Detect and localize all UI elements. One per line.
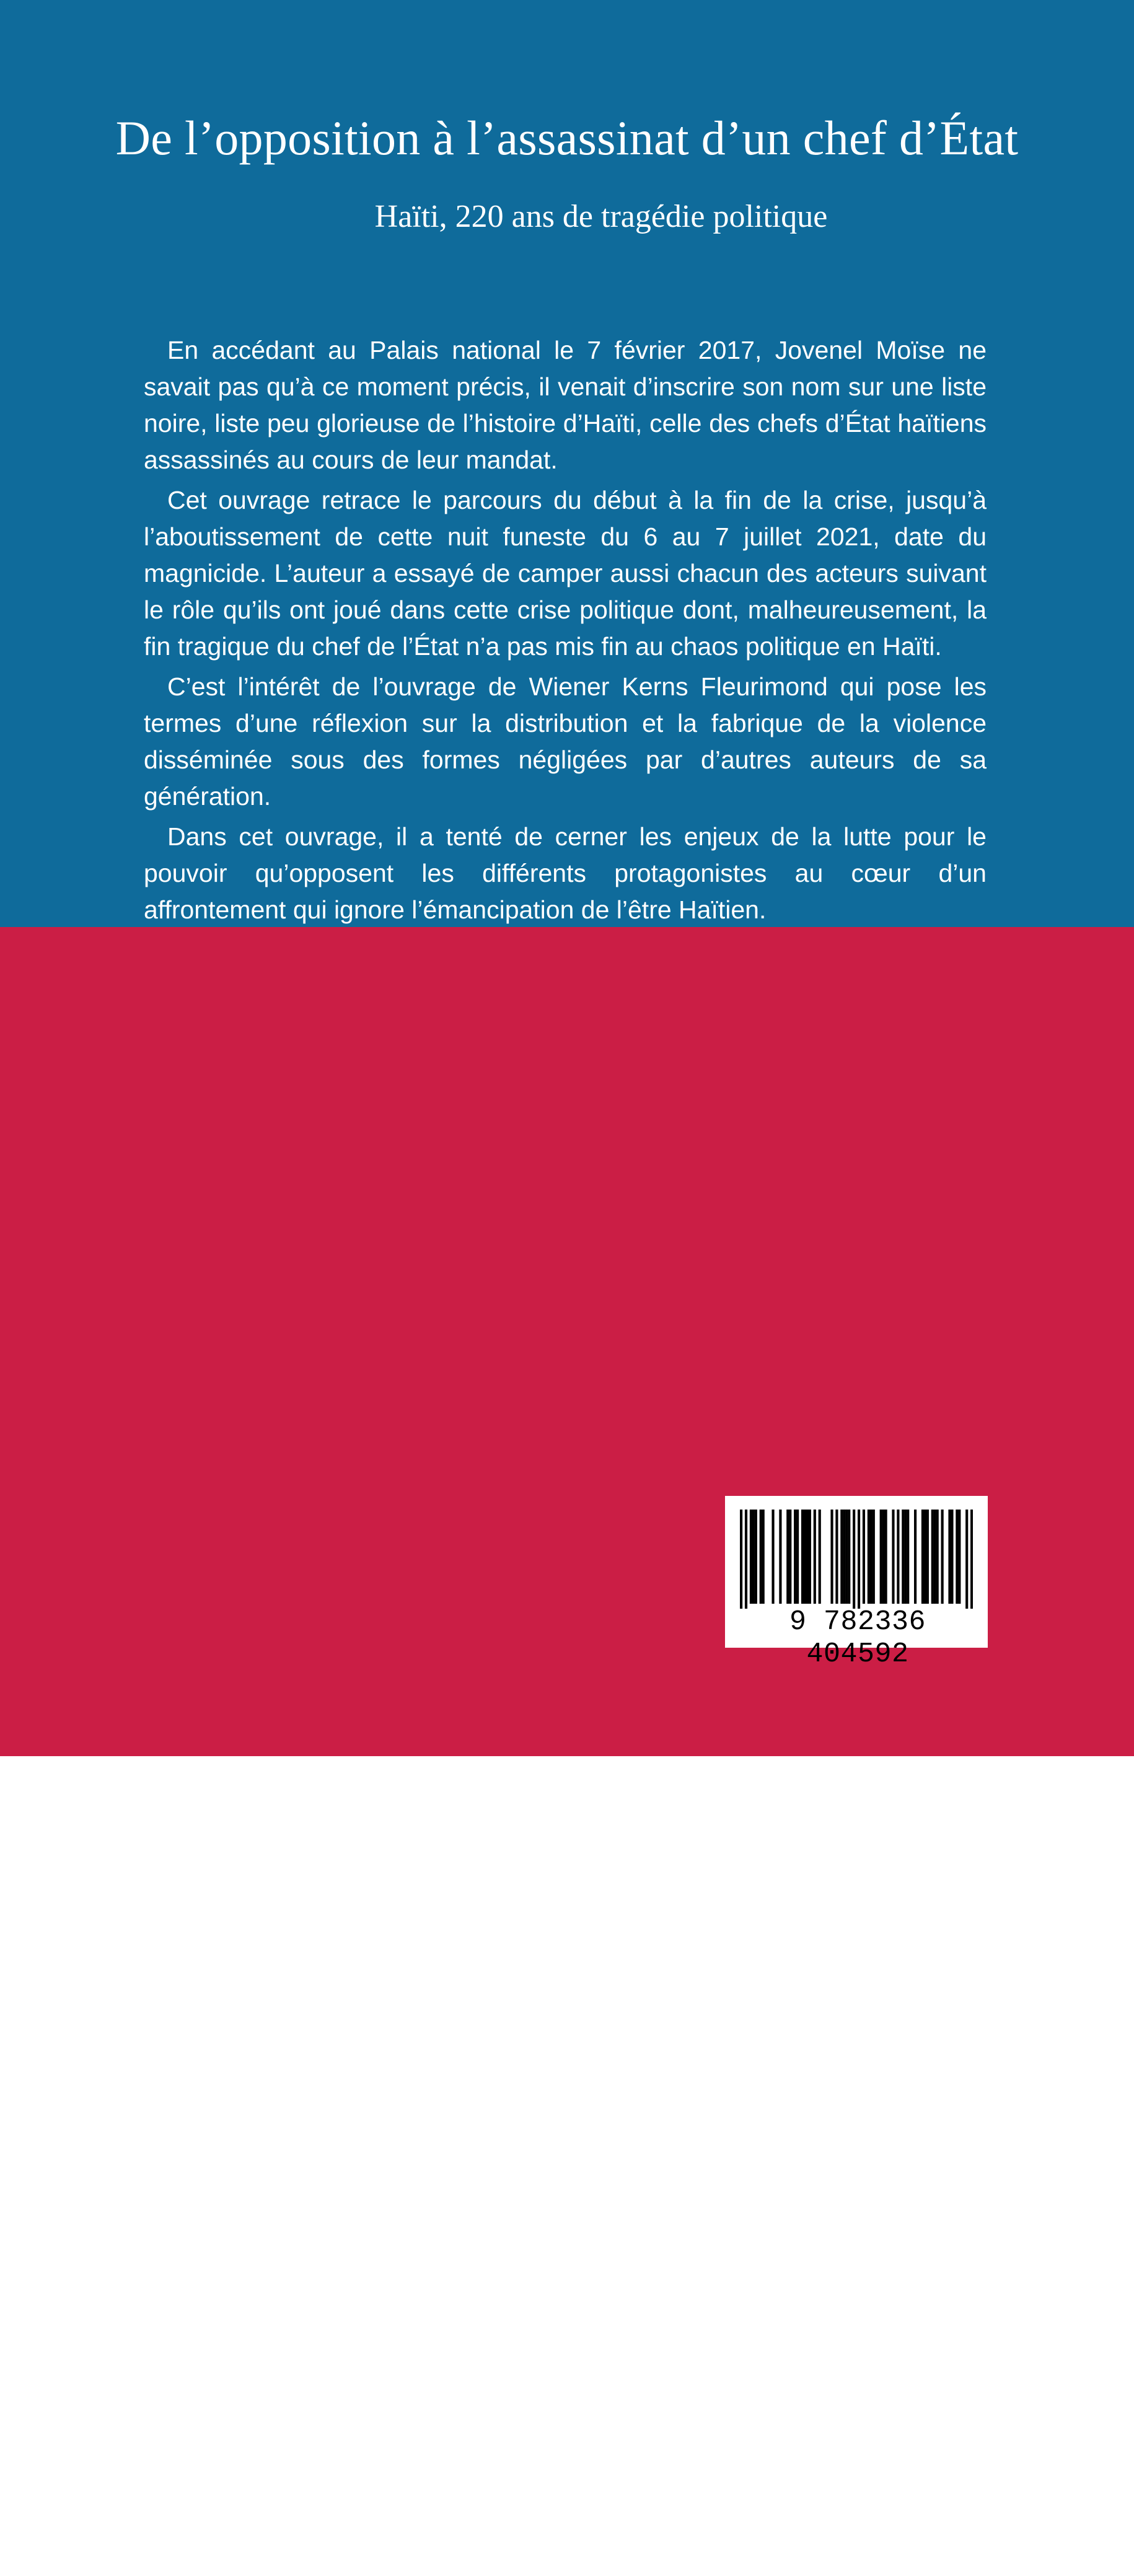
- author-bio: [144, 1905, 988, 2234]
- barcode-bar: [755, 1510, 757, 1604]
- barcode-bar: [830, 1510, 833, 1604]
- barcode-bar: [882, 1510, 885, 1604]
- credit-text: En couverture : chapelle royale de Milot ou Cathédrale de Milot (XIX: [144, 2380, 680, 2427]
- barcode-bar: [835, 1510, 838, 1604]
- barcode-bar: [760, 1510, 762, 1604]
- barcode-digits: 9 782336 404592: [789, 1606, 926, 1670]
- book-subtitle: Haïti, 220 ans de tragédie politique: [374, 199, 828, 234]
- barcode-bar: [750, 1510, 752, 1604]
- bio-text: et en 2019: [240, 2129, 411, 2156]
- barcode-bar: [904, 1510, 907, 1604]
- book-title-2: Haïti. De Michel Martelly à Jovenel Moïse. Une Tumultueuse Saga Électorale: [144, 2129, 988, 2192]
- credit-text: siècle) lors de l’incendie du 13 avril 2020. © Photo Projet de Présentation du Patrimoine et d’Appui au Secteur Touristique (PAST), 2020: [144, 2405, 701, 2476]
- barcode-bars: [740, 1510, 973, 1609]
- barcode-bar: [936, 1510, 939, 1604]
- book-title: De l’opposition à l’assassinat d’un chef d’État: [115, 111, 1019, 165]
- cover-credit: [144, 2379, 714, 2478]
- barcode-bar: [843, 1510, 845, 1604]
- barcode-bar: [740, 1510, 742, 1609]
- isbn: ISBN : 978-2-336-40459-2: [144, 2515, 369, 2536]
- barcode-bar: [779, 1510, 781, 1604]
- bio-intro: Journaliste politique, éditorialiste, chroniqueur et consultant politique,: [144, 1910, 908, 1936]
- credit-superscript: e: [181, 2405, 188, 2418]
- barcode-bar: [870, 1510, 872, 1604]
- barcode-bar: [840, 1510, 843, 1604]
- book-summary: [144, 332, 987, 928]
- barcode-bar: [868, 1510, 870, 1604]
- barcode-bar: [752, 1510, 755, 1604]
- barcode-bar: [804, 1510, 806, 1604]
- barcode-bar: [921, 1510, 924, 1604]
- bio-text: , paru en 2015 aux Éditions Ibis Rouge,: [543, 2093, 988, 2119]
- barcode-bar: [965, 1510, 968, 1609]
- barcode-bar: [897, 1510, 899, 1604]
- top-panel: [0, 0, 1134, 927]
- barcode-bar: [809, 1510, 811, 1604]
- summary-paragraph: Dans cet ouvrage, il a tenté de cerner les enjeux de la lutte pour le pouvoir qu’opposent les différents protagonistes au cœur d’un affrontement qui ignore l’émancipation de l’être Haïtien.: [144, 822, 987, 924]
- barcode-bar: [819, 1510, 821, 1604]
- price: 45 €: [144, 2549, 198, 2575]
- barcode-bar: [948, 1510, 951, 1604]
- barcode-bar: [806, 1510, 809, 1604]
- barcode-bar: [814, 1510, 816, 1604]
- barcode-bar: [794, 1510, 796, 1604]
- barcode-bar: [907, 1510, 909, 1604]
- barcode-bar: [845, 1510, 848, 1604]
- barcode-bar: [951, 1510, 953, 1604]
- bio-text: (2014-2017) en 2 tomes aux Éditions L’Harmattan, Paris.: [144, 2166, 988, 2229]
- barcode-bar: [858, 1510, 860, 1609]
- barcode-bar: [848, 1510, 850, 1604]
- summary-paragraph: C’est l’intérêt de l’ouvrage de Wiener Kerns Fleurimond qui pose les termes d’une réflexion sur la distribution et la fabrique de la violence disséminée sous des formes négligées par d’autres auteurs de sa génération.: [144, 672, 987, 811]
- barcode-bar: [880, 1510, 882, 1604]
- barcode-bar: [956, 1510, 958, 1604]
- barcode-bar: [789, 1510, 791, 1604]
- barcode-bar: [931, 1510, 934, 1604]
- barcode-bar: [796, 1510, 799, 1604]
- barcode-bar: [970, 1510, 973, 1609]
- barcode-bar: [872, 1510, 875, 1604]
- barcode-bar: [902, 1510, 904, 1604]
- barcode-bar: [924, 1510, 926, 1604]
- barcode-bar: [885, 1510, 887, 1604]
- barcode-bar: [762, 1510, 765, 1604]
- summary-paragraph: En accédant au Palais national le 7 février 2017, Jovenel Moïse ne savait pas qu’à ce moment précis, il venait d’inscrire son nom sur une liste noire, liste peu glorieuse de l’histoire d’Haïti, celle des chefs d’État haïtiens assassinés au cours de leur mandat.: [144, 336, 987, 474]
- barcode-bar: [958, 1510, 960, 1604]
- bio-text: vit entre la France et Haïti. Il a travaillé pendant plus de vingt ans au PS (Parti socialiste français) à la rue de Solferino à Paris. Depuis de nombreuses années, il consacre son temps à travailler sur l’histoire et la politique haïtienne. Il a déjà publié de nombreux ouvrages à succès, notamment,: [144, 1946, 988, 2119]
- barcode: [725, 1496, 988, 1670]
- barcode-bar: [786, 1510, 789, 1604]
- barcode-bar: [941, 1510, 944, 1604]
- barcode-bar: [926, 1510, 929, 1604]
- barcode-bar: [771, 1510, 774, 1604]
- barcode-bar: [745, 1510, 747, 1609]
- barcode-bar: [863, 1510, 865, 1604]
- book-title-1: Haïti, l’état de la Nation: [281, 2093, 543, 2119]
- barcode-bar: [914, 1510, 916, 1604]
- barcode-bar: [801, 1510, 804, 1604]
- author-name: Wiener Kerns FLEURIMOND: [144, 1910, 988, 1973]
- summary-paragraph: Cet ouvrage retrace le parcours du début à la fin de la crise, jusqu’à l’aboutissement de cette nuit funeste du 6 au 7 juillet 2021, date du magnicide. L’auteur a essayé de camper aussi chacun des acteurs suivant le rôle qu’ils ont joué dans cette crise politique dont, malheureusement, la fin tragique du chef de l’État n’a pas mis fin au chaos politique en Haïti.: [144, 486, 987, 661]
- barcode-bar: [892, 1510, 894, 1604]
- book-city: Cayenne: [144, 2129, 241, 2156]
- barcode-bar: [853, 1510, 855, 1609]
- barcode-bar: [934, 1510, 936, 1604]
